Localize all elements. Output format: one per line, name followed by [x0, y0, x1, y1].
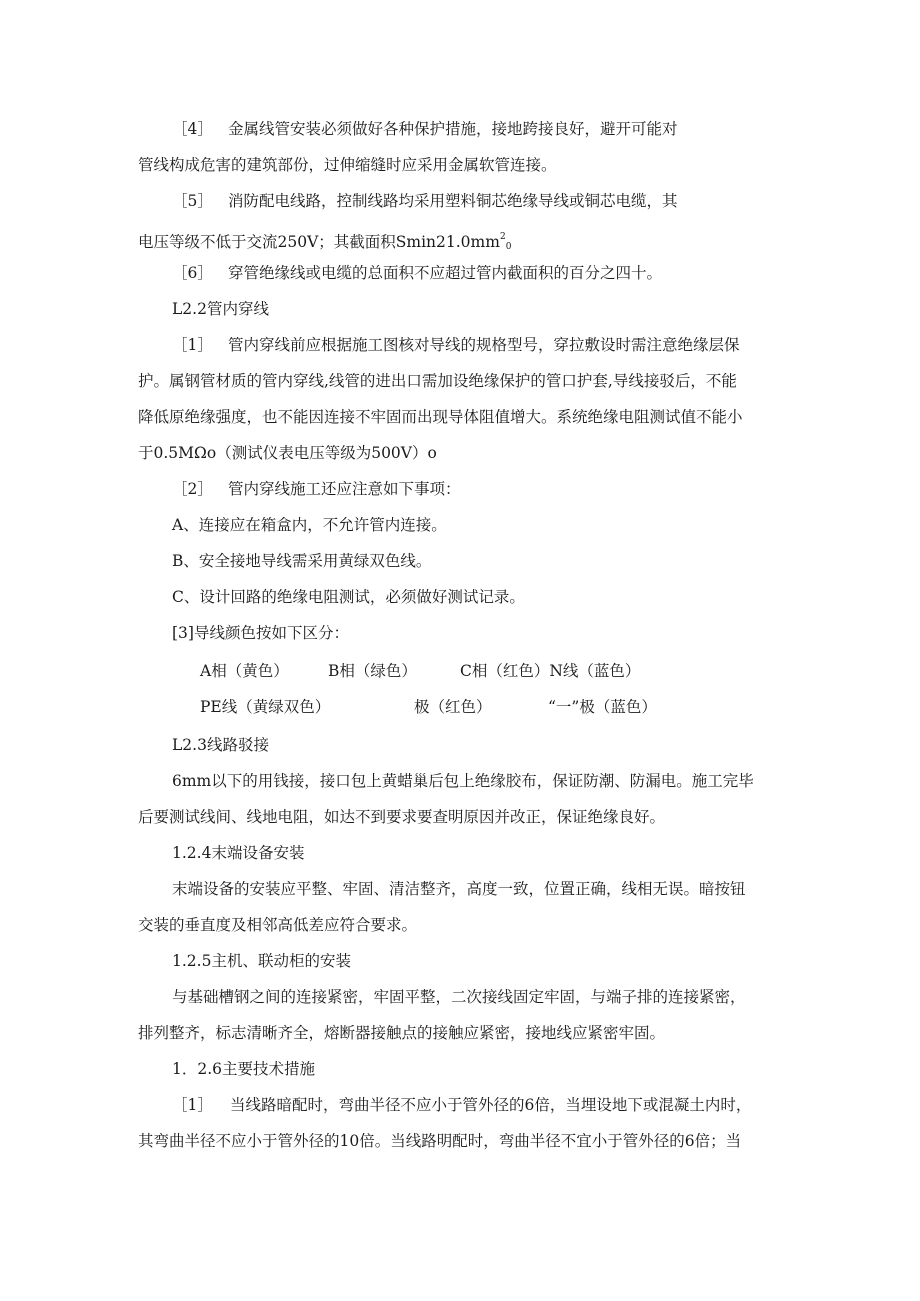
para-4-line-1	[0, 114, 920, 144]
para-2-line-1	[0, 474, 920, 504]
line-text: 其弯曲半径不应小于管外径的10倍。当线路明配时，弯曲半径不宜小于管外径的6倍；当	[138, 1132, 742, 1150]
phase-b-color: B相（绿色）	[328, 662, 417, 680]
section-title: L2.2管内穿线	[172, 300, 269, 318]
line-text: 金属线管安装必须做好各种保护措施，接地跨接良好，避开可能对	[228, 120, 678, 138]
para-5-line-2	[0, 222, 920, 252]
color-row-1	[0, 656, 920, 686]
line-text: [3]导线颜色按如下区分：	[172, 624, 349, 642]
section-heading-2-3	[0, 730, 920, 760]
line-text: 穿管绝缘线或电缆的总面积不应超过管内截面积的百分之四十。	[228, 264, 663, 282]
item-number: ［4］	[172, 120, 213, 138]
subscript: 0	[505, 242, 512, 252]
color-row-2	[0, 692, 920, 722]
cabinet-line-1	[0, 982, 920, 1012]
line-text: C、设计回路的绝缘电阻测试，必须做好测试记录。	[172, 588, 525, 606]
line-text: 6mm以下的用钱接，接口包上黄蜡巢后包上绝缘胶布，保证防潮、防漏电。施工完毕	[172, 772, 754, 790]
line-text: A、连接应在箱盒内，不允许管内连接。	[172, 516, 447, 534]
line-text: B、安全接地导线需采用黄绿双色线。	[172, 552, 432, 570]
terminal-line-2	[0, 910, 920, 940]
section-title: 1.2.4末端设备安装	[172, 844, 305, 862]
para-5-line-1	[0, 186, 920, 216]
para-3-line-1	[0, 618, 920, 648]
item-number: ［1］	[172, 336, 213, 354]
line-text: 管线构成危害的建筑部份，过伸缩缝时应采用金属软管连接。	[138, 156, 557, 174]
phase-c-n-color: C相（红色）N线（蓝色）	[460, 662, 641, 680]
line-text: 护。属钢管材质的管内穿线,线管的进出口需加设绝缘保护的管口护套,导线接驳后，不能	[138, 372, 737, 390]
line-text-with-units	[138, 222, 511, 262]
section-heading-2-4	[0, 838, 920, 868]
line-text: 末端设备的安装应平整、牢固、清洁整齐，高度一致，位置正确，线相无误。暗按钮	[172, 880, 746, 898]
splice-line-2	[0, 802, 920, 832]
line-text: 消防配电线路，控制线路均采用塑料铜芯绝缘导线或铜芯电缆，其	[228, 192, 678, 210]
item-number: ［5］	[172, 192, 213, 210]
superscript: 2	[499, 232, 506, 242]
line-text: 于0.5MΩo（测试仪表电压等级为500V）o	[138, 444, 437, 462]
section-heading-2-5	[0, 946, 920, 976]
line-text: 后要测试线间、线地电阻，如达不到要求要查明原因并改正，保证绝缘良好。	[138, 808, 666, 826]
section-title: 1.2.5主机、联动柜的安装	[172, 952, 351, 970]
list-item-c	[0, 582, 920, 612]
para-1-line-3	[0, 402, 920, 432]
section-title: L2.3线路驳接	[172, 736, 269, 754]
section-heading-2-2	[0, 294, 920, 324]
list-item-a	[0, 510, 920, 540]
positive-color: 极（红色）	[414, 698, 492, 716]
phase-a-color: A相（黄色）	[200, 662, 289, 680]
pe-color: PE线（黄绿双色）	[200, 698, 331, 716]
para-4-line-2	[0, 150, 920, 180]
para-1-line-1	[0, 330, 920, 360]
list-item-b	[0, 546, 920, 576]
para-1-line-4	[0, 438, 920, 468]
line-text: 管内穿线施工还应注意如下事项：	[228, 480, 461, 498]
section-heading-2-6	[0, 1054, 920, 1084]
measures-line-1	[0, 1090, 920, 1120]
line-text: 排列整齐，标志清晰齐全，熔断器接触点的接触应紧密，接地线应紧密牢固。	[138, 1024, 666, 1042]
item-number: ［2］	[172, 480, 213, 498]
line-text: 当线路暗配时，弯曲半径不应小于管外径的6倍，当埋设地下或混凝土内时，	[230, 1096, 752, 1114]
negative-color: “一”极（蓝色）	[548, 698, 657, 716]
line-text: 电压等级不低于交流250V；其截面积Smin21.0mm	[138, 233, 500, 251]
cabinet-line-2	[0, 1018, 920, 1048]
line-text: 交装的垂直度及相邻高低差应符合要求。	[138, 916, 418, 934]
splice-line-1	[0, 766, 920, 796]
para-1-line-2	[0, 366, 920, 396]
item-number: ［6］	[172, 264, 213, 282]
para-6-line-1	[0, 258, 920, 288]
measures-line-2	[0, 1126, 920, 1156]
section-title: 1．2.6主要技术措施	[172, 1060, 316, 1078]
line-text: 降低原绝缘强度，也不能因连接不牢固而出现导体阻值增大。系统绝缘电阻测试值不能小	[138, 408, 743, 426]
line-text: 管内穿线前应根据施工图核对导线的规格型号，穿拉敷设时需注意绝缘层保	[228, 336, 740, 354]
terminal-line-1	[0, 874, 920, 904]
item-number: ［1］	[172, 1096, 213, 1114]
line-text: 与基础槽钢之间的连接紧密，牢固平整，二次接线固定牢固，与端子排的连接紧密，	[172, 988, 746, 1006]
